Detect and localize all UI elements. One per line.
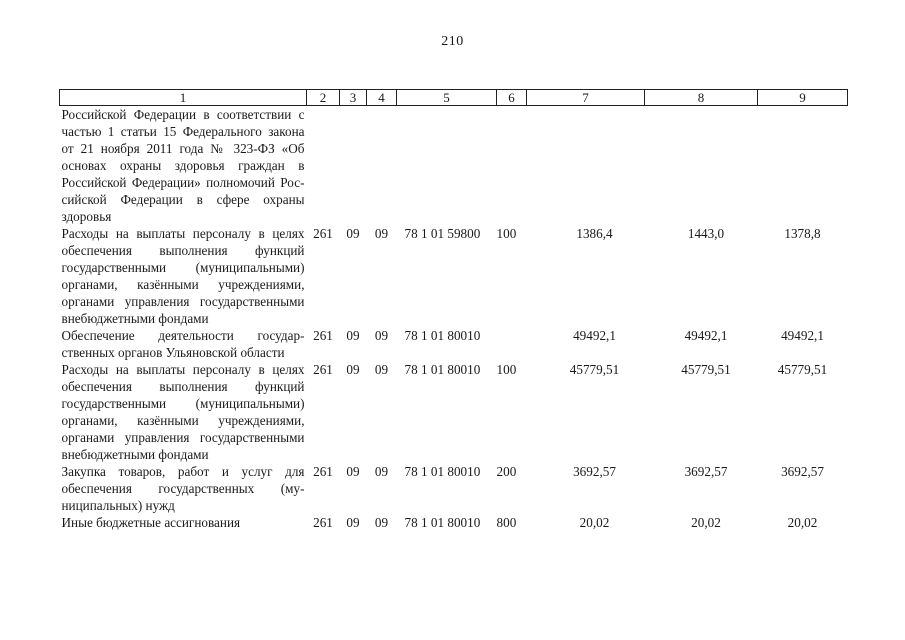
row-expense-type: 100: [496, 226, 517, 241]
row-amount-col-7: 20,02: [579, 515, 610, 530]
header-col-2: 2: [307, 90, 340, 106]
header-col-4: 4: [367, 90, 397, 106]
table-row: [60, 514, 848, 531]
row-description: Иные бюджетные ассигнования: [61, 515, 241, 530]
budget-table: [59, 89, 848, 531]
row-description: Обеспечение деятельности государственных органов Ульяновской области: [61, 328, 305, 360]
row-subsection-code: 09: [374, 464, 389, 479]
row-subsection-code: 09: [374, 226, 389, 241]
row-section-code: 09: [346, 328, 360, 343]
table-row: [60, 361, 848, 463]
row-amount-col-9: 3692,57: [781, 464, 824, 479]
row-section-code: 09: [346, 464, 360, 479]
row-expense-type: [497, 327, 527, 361]
row-expense-type: 800: [496, 515, 517, 530]
row-grbs-code: 261: [313, 328, 333, 343]
row-amount-col-8: 3692,57: [684, 464, 728, 479]
table-row: [60, 106, 848, 226]
table-body: [60, 106, 848, 532]
row-amount-col-8: 20,02: [691, 515, 721, 530]
row-target-article: 78 1 01 59800: [404, 226, 481, 241]
row-expense-type: [497, 106, 527, 226]
row-expense-type: 200: [496, 464, 517, 479]
row-subsection-code: 09: [374, 515, 389, 530]
row-grbs-code: [307, 106, 340, 226]
row-amount-col-9: 49492,1: [781, 328, 824, 343]
row-target-article: 78 1 01 80010: [404, 515, 481, 530]
header-col-1: 1: [60, 90, 307, 106]
row-target-article: [397, 106, 497, 226]
row-description: Расходы на выплаты персоналу в целях обеспечения выполнения функций государственными (муниципальными) органами, казёнными учреждениями, органами управления государственными внебюджетными фондами: [61, 362, 305, 462]
row-grbs-code: 261: [313, 464, 333, 479]
row-amount-col-8: 45779,51: [681, 362, 731, 377]
row-subsection-code: 09: [374, 362, 389, 377]
header-col-6: 6: [497, 90, 527, 106]
row-amount-col-9: 20,02: [787, 515, 818, 530]
row-grbs-code: 261: [313, 362, 333, 377]
row-target-article: 78 1 01 80010: [404, 464, 481, 479]
header-col-7: 7: [527, 90, 645, 106]
row-amount-col-9: 1378,8: [784, 226, 821, 241]
row-amount-col-8: 49492,1: [684, 328, 728, 343]
row-subsection-code: [367, 106, 397, 226]
row-grbs-code: 261: [313, 226, 333, 241]
row-amount-col-9: [758, 106, 848, 226]
row-target-article: 78 1 01 80010: [404, 362, 481, 377]
header-col-5: 5: [397, 90, 497, 106]
header-col-8: 8: [645, 90, 758, 106]
row-amount-col-7: 1386,4: [576, 226, 613, 241]
row-section-code: 09: [346, 226, 360, 241]
header-col-9: 9: [758, 90, 848, 106]
row-section-code: 09: [346, 362, 360, 377]
row-description: Закупка товаров, работ и услуг для обеспечения государственных (муниципальных) нужд: [61, 464, 305, 513]
row-amount-col-7: [527, 106, 645, 226]
row-amount-col-7: 49492,1: [573, 328, 616, 343]
table-row: [60, 463, 848, 514]
row-amount-col-7: 45779,51: [569, 362, 620, 377]
row-grbs-code: 261: [313, 515, 333, 530]
row-section-code: 09: [346, 515, 360, 530]
row-amount-col-8: [645, 106, 758, 226]
row-amount-col-7: 3692,57: [573, 464, 616, 479]
row-amount-col-8: 1443,0: [687, 226, 725, 241]
row-target-article: 78 1 01 80010: [404, 328, 481, 343]
row-subsection-code: 09: [374, 328, 389, 343]
table-row: [60, 327, 848, 361]
header-row: [60, 90, 848, 106]
row-section-code: [340, 106, 367, 226]
row-description: Расходы на выплаты персоналу в целях обеспечения выполнения функций государственными (муниципальными) органами, казёнными учреждениями, органами управления государственными внебюджетными фондами: [61, 226, 305, 326]
page-number: 210: [441, 34, 464, 49]
row-amount-col-9: 45779,51: [777, 362, 828, 377]
table-header: [60, 90, 848, 106]
header-col-3: 3: [340, 90, 367, 106]
row-expense-type: 100: [496, 362, 517, 377]
table-row: [60, 225, 848, 327]
row-description: Российской Федерации в соответствии с частью 1 статьи 15 Федерального закона от 21 ноября 2011 года № 323-ФЗ «Об основах охраны здоровья граждан в Российской Федерации» полномочий Российской Федерации в сфере охраны здоровья: [61, 107, 305, 224]
